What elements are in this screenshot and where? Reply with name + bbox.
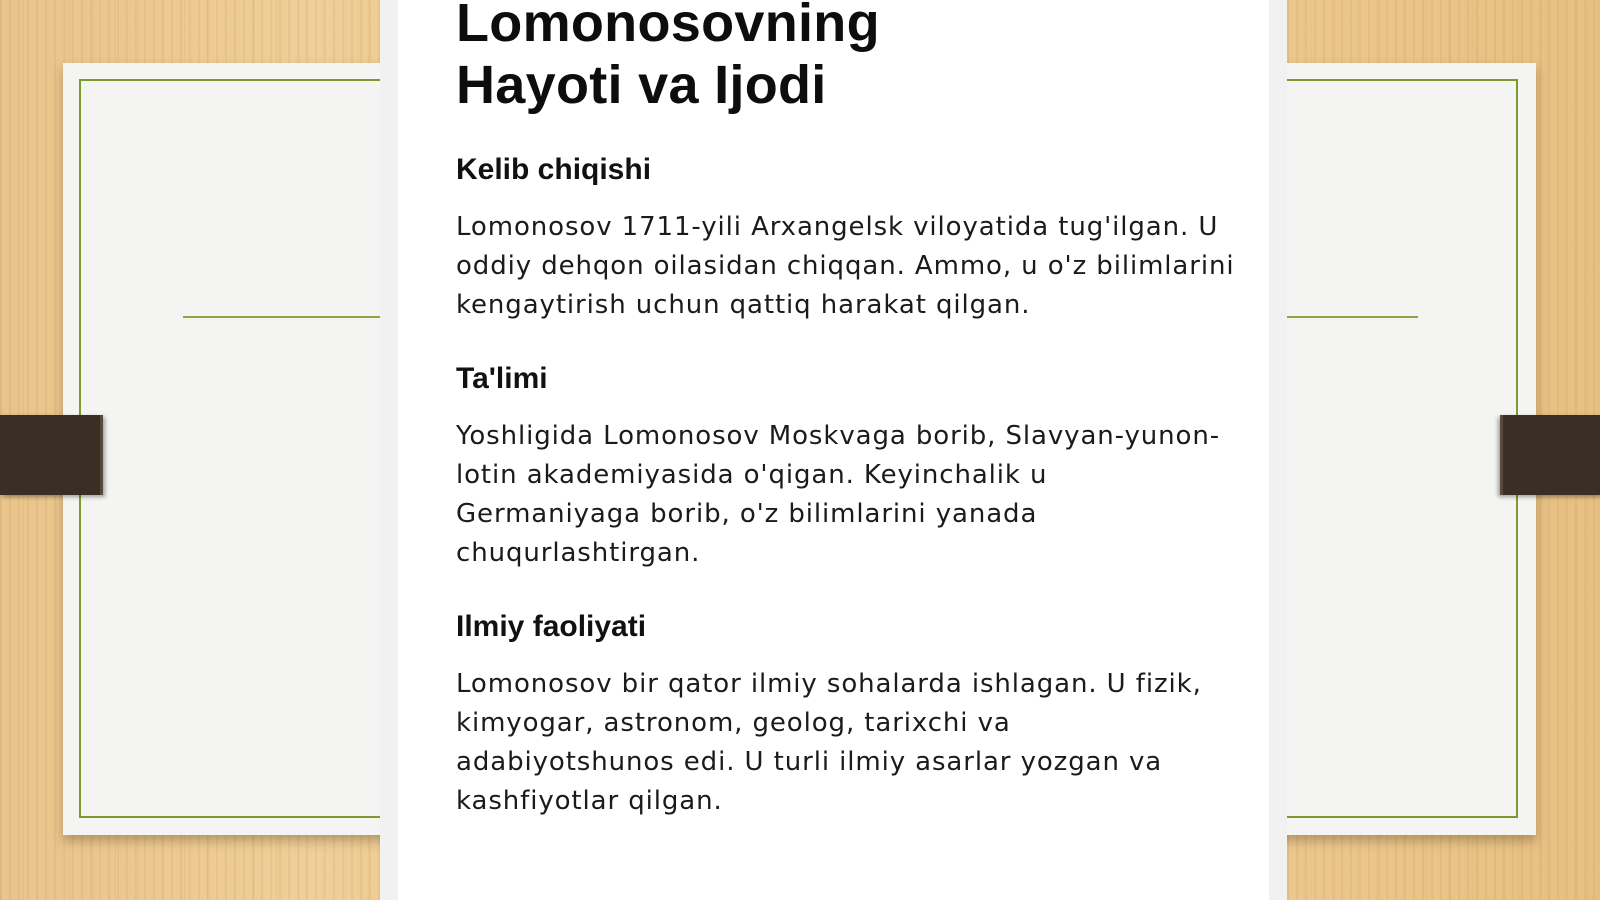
section-kelib-chiqishi (456, 152, 1236, 325)
section-body: Lomonosov bir qator ilmiy sohalarda ishlagan. U fizik, kimyogar, astronom, geolog, tarixchi va adabiyotshunos edi. U turli ilmiy asarlar yozgan va kashfiyotlar qilgan. (456, 669, 1202, 816)
section-body: Lomonosov 1711-yili Arxangelsk viloyatida tug'ilgan. U oddiy dehqon oilasidan chiqqan. Ammo, u o'z bilimlarini kengaytirish uchun qattiq harakat qilgan. (456, 212, 1235, 320)
section-ilmiy-faoliyati (456, 609, 1236, 821)
document-title (456, 0, 1236, 116)
section-heading: Ta'limi (456, 362, 548, 395)
section-talimi (456, 361, 1236, 573)
document-title-line-2: Hayoti va Ijodi (456, 55, 827, 115)
section-heading: Ilmiy faoliyati (456, 610, 647, 643)
document-title-line-1: Lomonosovning (456, 0, 880, 53)
section-heading: Kelib chiqishi (456, 153, 652, 186)
document-content (456, 0, 1236, 821)
slide-tab-right (1500, 415, 1600, 495)
slide-decorative-rule-left (183, 316, 383, 318)
document-page[interactable] (398, 0, 1269, 900)
slide-decorative-rule-right (1270, 316, 1418, 318)
slide-tab-left (0, 415, 103, 495)
section-body: Yoshligida Lomonosov Moskvaga borib, Slavyan-yunon-lotin akademiyasida o'qigan. Keyinchalik u Germaniyaga borib, o'z bilimlarini yanada chuqurlashtirgan. (456, 421, 1220, 568)
